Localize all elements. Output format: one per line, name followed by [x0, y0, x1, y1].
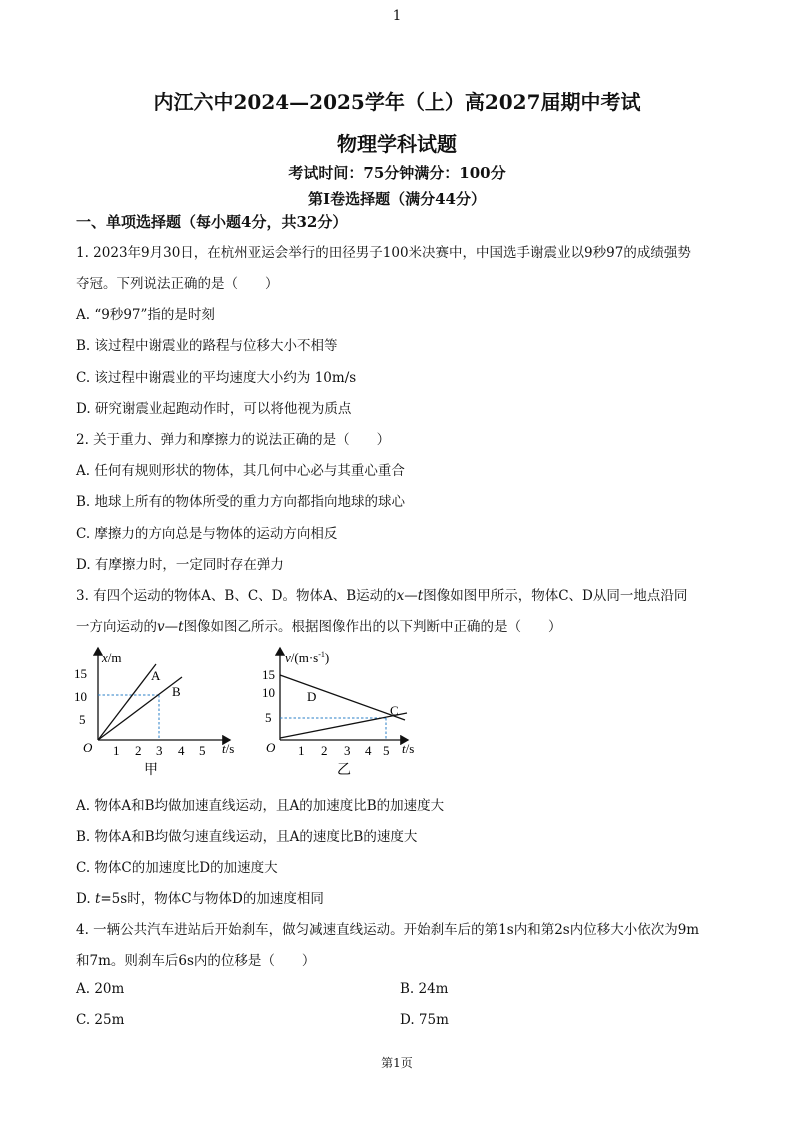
- q2-option-d: D. 有摩擦力时，一定同时存在弹力: [76, 557, 284, 573]
- graph-xt-label-b: B: [172, 684, 181, 699]
- q2-option-a: A. 任何有规则形状的物体，其几何中心必与其重心重合: [76, 463, 405, 479]
- q3-option-b: B. 物体A和B均做匀速直线运动，且A的速度比B的速度大: [76, 829, 418, 845]
- graph-vt-label-d: D: [307, 689, 317, 704]
- graph-vt-xtick-5: 5: [383, 743, 390, 758]
- q3-stem-line2-a: 一方向运动的: [76, 619, 157, 635]
- graph-xt-xtick-2: 2: [135, 743, 142, 758]
- graph-vt-xlabel: t/s: [402, 741, 415, 756]
- graph-xt-line-a: [98, 664, 156, 740]
- q3-option-d-var: t: [94, 891, 101, 907]
- graph-xt-ytick-15: 15: [74, 666, 87, 681]
- graph-xt-line-b: [98, 677, 182, 740]
- q4-stem-line2: 和7m。则刹车后6s内的位移是（ ）: [76, 953, 316, 969]
- graph-vt-ytick-5: 5: [265, 710, 272, 725]
- q4-option-d: D. 75m: [400, 1012, 449, 1028]
- graph-vt-xtick-4: 4: [365, 743, 372, 758]
- graph-xt-ylabel: x/m: [102, 650, 122, 665]
- graph-xt-xtick-1: 1: [113, 743, 120, 758]
- q2-option-c: C. 摩擦力的方向总是与物体的运动方向相反: [76, 526, 338, 542]
- graph-xt-xtick-3: 3: [156, 743, 163, 758]
- q1-option-b: B. 该过程中谢震业的路程与位移大小不相等: [76, 338, 338, 354]
- q3-option-d-rest: =5s时，物体C与物体D的加速度相同: [100, 891, 324, 907]
- page-number-top: 1: [392, 8, 402, 24]
- page-footer: 第1页: [381, 1056, 413, 1070]
- q1-option-d: D. 研究谢震业起跑动作时，可以将他视为质点: [76, 401, 352, 417]
- q3-option-d-prefix: D.: [76, 891, 95, 907]
- q3-stem-line2-b: 图像如图乙所示。根据图像作出的以下判断中正确的是（ ）: [183, 619, 562, 635]
- q4-option-c: C. 25m: [76, 1012, 125, 1028]
- graph-xt-xlabel: t/s: [222, 741, 235, 756]
- q1-stem-line2: 夺冠。下列说法正确的是（ ）: [76, 276, 279, 292]
- graph-xt-caption: 甲: [144, 763, 158, 778]
- q3-var-xt: x—t: [396, 588, 424, 604]
- graph-vt-ytick-15: 15: [262, 667, 275, 682]
- graph-xt-xtick-5: 5: [199, 743, 206, 758]
- graph-vt-ylabel: $v/(m\cdot s^{-1})$: [285, 650, 330, 665]
- exam-time-score: 考试时间：75分钟满分：100分: [288, 164, 506, 182]
- q1-option-a: A. “9秒97”指的是时刻: [76, 307, 215, 323]
- graph-vt-ytick-10: 10: [262, 685, 275, 700]
- graph-vt-xtick-2: 2: [321, 743, 328, 758]
- exam-title: 内江六中2024—2025学年（上）高2027届期中考试: [153, 90, 641, 114]
- part-heading: 第I卷选择题（满分44分）: [308, 190, 486, 208]
- q1-stem-line1: 1. 2023年9月30日，在杭州亚运会举行的田径男子100米决赛中，中国选手谢震业以9秒97的成绩强势: [76, 245, 691, 261]
- graph-vt-origin: O: [266, 740, 276, 755]
- graph-xt-xtick-4: 4: [178, 743, 185, 758]
- graph-vt-line-c: [280, 713, 407, 738]
- q2-option-b: B. 地球上所有的物体所受的重力方向都指向地球的球心: [76, 494, 406, 510]
- graph-xt-ytick-10: 10: [74, 689, 87, 704]
- graph-vt-line-d: [280, 675, 405, 720]
- q4-stem-line1: 4. 一辆公共汽车进站后开始刹车，做匀减速直线运动。开始刹车后的第1s内和第2s内位移大小依次为9m: [76, 922, 700, 938]
- graph-vt: [262, 640, 422, 780]
- section-heading: 一、单项选择题（每小题4分，共32分）: [76, 213, 348, 231]
- q3-var-vt: v—t: [157, 619, 184, 635]
- q1-option-c: C. 该过程中谢震业的平均速度大小约为 10m/s: [76, 370, 357, 386]
- q3-stem-line1-b: 图像如图甲所示，物体C、D从同一地点沿同: [423, 588, 688, 604]
- q3-stem-line1: [76, 584, 687, 604]
- graph-vt-xtick-3: 3: [344, 743, 351, 758]
- graph-xt-label-a: A: [151, 668, 161, 683]
- graph-xt: [72, 640, 247, 780]
- q3-stem-line1-a: 3. 有四个运动的物体A、B、C、D。物体A、B运动的: [76, 588, 397, 604]
- graph-vt-caption: 乙: [337, 763, 351, 778]
- exam-subject: 物理学科试题: [337, 132, 457, 156]
- q2-stem: 2. 关于重力、弹力和摩擦力的说法正确的是（ ）: [76, 432, 391, 448]
- graph-vt-xtick-1: 1: [298, 743, 305, 758]
- q4-option-b: B. 24m: [400, 981, 449, 997]
- graph-xt-origin: O: [83, 740, 93, 755]
- q3-stem-line2: [76, 615, 562, 635]
- q3-option-d: [76, 887, 324, 907]
- graph-xt-ytick-5: 5: [79, 712, 86, 727]
- graph-vt-label-c: C: [390, 703, 399, 718]
- q4-option-a: A. 20m: [76, 981, 125, 997]
- q3-option-c: C. 物体C的加速度比D的加速度大: [76, 860, 278, 876]
- q3-option-a: A. 物体A和B均做加速直线运动，且A的加速度比B的加速度大: [76, 798, 445, 814]
